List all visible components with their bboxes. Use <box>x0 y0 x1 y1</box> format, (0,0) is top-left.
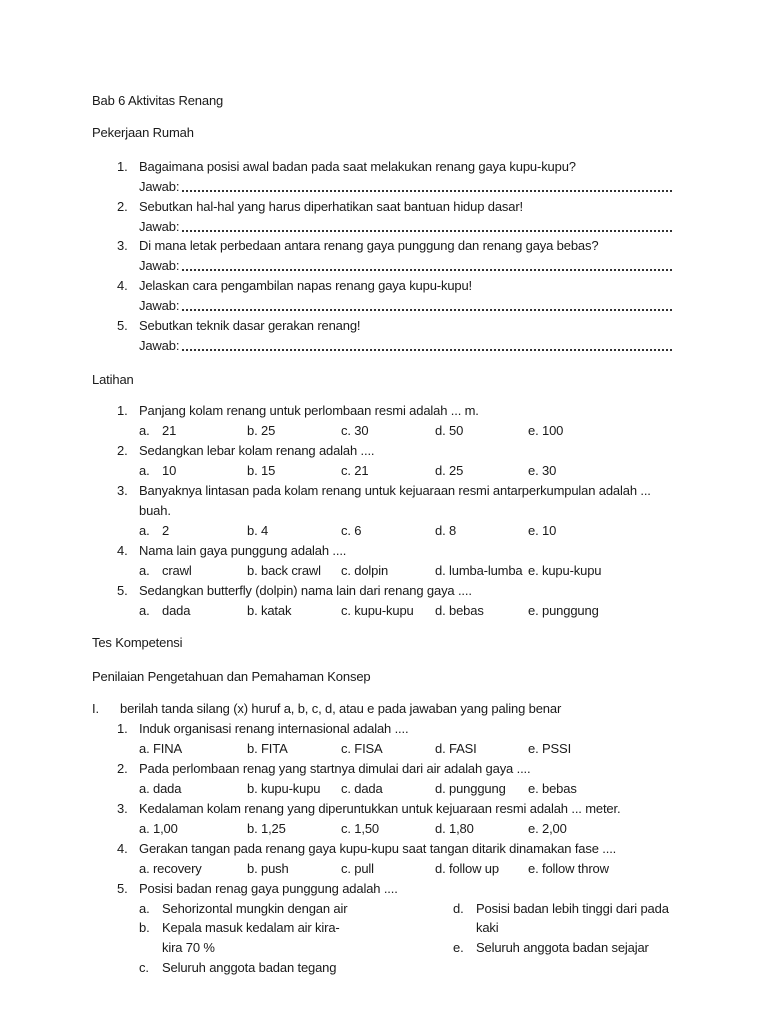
question-number: 1. <box>117 159 128 174</box>
option-a: crawl <box>162 563 192 578</box>
question-number: 2. <box>117 199 128 214</box>
option-c: c. FISA <box>341 741 383 756</box>
question-number: 3. <box>117 483 128 498</box>
option-d: d. 25 <box>435 463 464 478</box>
instruction-text: berilah tanda silang (x) huruf a, b, c, d, atau e pada jawaban yang paling benar <box>120 701 562 716</box>
answer-label: Jawab: <box>139 298 180 313</box>
option-a: a. <box>139 523 150 538</box>
option-text: Seluruh anggota badan tegang <box>162 960 337 975</box>
option-b: b. katak <box>247 603 292 618</box>
option-b: b. back crawl <box>247 563 321 578</box>
option-a: a. <box>139 563 150 578</box>
option-c: c. pull <box>341 861 374 876</box>
option-text: Kepala masuk kedalam air kira- <box>162 920 340 935</box>
answer-label: Jawab: <box>139 219 180 234</box>
option-letter: e. <box>453 940 464 955</box>
option-d: d. follow up <box>435 861 499 876</box>
answer-line[interactable] <box>139 298 672 314</box>
answer-dots <box>182 179 672 192</box>
option-b: b. FITA <box>247 741 288 756</box>
option-text: Sehorizontal mungkin dengan air <box>162 901 348 916</box>
option-a: a. <box>139 423 150 438</box>
option-d: d. punggung <box>435 781 506 796</box>
option-c: c. 21 <box>341 463 369 478</box>
question-number: 5. <box>117 583 128 598</box>
question-text: Nama lain gaya punggung adalah .... <box>139 543 347 558</box>
option-c: c. 6 <box>341 523 362 538</box>
option-d: d. 50 <box>435 423 464 438</box>
option-d: d. 1,80 <box>435 821 474 836</box>
question-number: 2. <box>117 443 128 458</box>
section-heading-pekerjaan-rumah: Pekerjaan Rumah <box>92 125 194 140</box>
option-e: e. 100 <box>528 423 564 438</box>
question-text: Di mana letak perbedaan antara renang gaya punggung dan renang gaya bebas? <box>139 238 599 253</box>
option-text: Posisi badan lebih tinggi dari pada <box>476 901 669 916</box>
question-number: 4. <box>117 278 128 293</box>
question-text: Induk organisasi renang internasional adalah .... <box>139 721 409 736</box>
option-c: c. dada <box>341 781 383 796</box>
answer-label: Jawab: <box>139 258 180 273</box>
question-text: Bagaimana posisi awal badan pada saat melakukan renang gaya kupu-kupu? <box>139 159 576 174</box>
question-text: Kedalaman kolam renang yang diperuntukkan untuk kejuaraan resmi adalah ... meter. <box>139 801 621 816</box>
option-text: Seluruh anggota badan sejajar <box>476 940 649 955</box>
option-d: d. bebas <box>435 603 484 618</box>
question-number: 1. <box>117 403 128 418</box>
option-b: b. 15 <box>247 463 276 478</box>
option-text-cont: kira 70 % <box>162 940 215 955</box>
option-e: e. kupu-kupu <box>528 563 602 578</box>
answer-line[interactable] <box>139 258 672 274</box>
option-a: a. 1,00 <box>139 821 178 836</box>
question-number: 5. <box>117 881 128 896</box>
question-number: 5. <box>117 318 128 333</box>
option-a: a. dada <box>139 781 182 796</box>
option-b: b. kupu-kupu <box>247 781 321 796</box>
option-e: e. follow throw <box>528 861 609 876</box>
option-b: b. 25 <box>247 423 276 438</box>
option-c: c. 1,50 <box>341 821 379 836</box>
option-e: e. 10 <box>528 523 557 538</box>
section-heading-latihan: Latihan <box>92 372 134 387</box>
option-e: e. 2,00 <box>528 821 567 836</box>
option-b: b. 1,25 <box>247 821 286 836</box>
question-text: Gerakan tangan pada renang gaya kupu-kupu saat tangan ditarik dinamakan fase .... <box>139 841 617 856</box>
section-number: I. <box>92 701 99 716</box>
question-number: 4. <box>117 841 128 856</box>
question-text: Sedangkan lebar kolam renang adalah .... <box>139 443 375 458</box>
option-e: e. PSSI <box>528 741 572 756</box>
option-c: c. kupu-kupu <box>341 603 414 618</box>
option-c: c. dolpin <box>341 563 389 578</box>
option-a: a. <box>139 463 150 478</box>
option-e: e. 30 <box>528 463 557 478</box>
question-text: Sedangkan butterfly (dolpin) nama lain dari renang gaya .... <box>139 583 472 598</box>
question-text: Banyaknya lintasan pada kolam renang untuk kejuaraan resmi antarperkumpulan adalah ... <box>139 483 651 498</box>
answer-dots <box>182 258 672 271</box>
option-b: b. push <box>247 861 289 876</box>
question-text: Sebutkan teknik dasar gerakan renang! <box>139 318 361 333</box>
answer-dots <box>182 219 672 232</box>
option-letter: c. <box>139 960 149 975</box>
answer-line[interactable] <box>139 338 672 354</box>
option-a: a. FINA <box>139 741 183 756</box>
question-text: Panjang kolam renang untuk perlombaan resmi adalah ... m. <box>139 403 479 418</box>
answer-dots <box>182 338 672 351</box>
option-e: e. punggung <box>528 603 599 618</box>
option-letter: b. <box>139 920 150 935</box>
answer-label: Jawab: <box>139 338 180 353</box>
question-number: 1. <box>117 721 128 736</box>
question-number: 3. <box>117 238 128 253</box>
answer-dots <box>182 298 672 311</box>
option-text-cont: kaki <box>476 920 499 935</box>
question-text: Sebutkan hal-hal yang harus diperhatikan saat bantuan hidup dasar! <box>139 199 523 214</box>
question-number: 4. <box>117 543 128 558</box>
section-subheading: Penilaian Pengetahuan dan Pemahaman Konsep <box>92 669 371 684</box>
option-c: c. 30 <box>341 423 369 438</box>
option-a: a. <box>139 603 150 618</box>
option-e: e. bebas <box>528 781 577 796</box>
option-letter: d. <box>453 901 464 916</box>
question-number: 2. <box>117 761 128 776</box>
document-title: Bab 6 Aktivitas Renang <box>92 93 224 108</box>
question-text-cont: buah. <box>139 503 171 518</box>
question-text: Jelaskan cara pengambilan napas renang gaya kupu-kupu! <box>139 278 473 293</box>
option-d: d. 8 <box>435 523 457 538</box>
question-text: Pada perlombaan renag yang startnya dimulai dari air adalah gaya .... <box>139 761 531 776</box>
question-number: 3. <box>117 801 128 816</box>
answer-line[interactable] <box>139 179 672 195</box>
question-text: Posisi badan renag gaya punggung adalah .... <box>139 881 398 896</box>
answer-label: Jawab: <box>139 179 180 194</box>
option-a: 21 <box>162 423 177 438</box>
section-heading-tes-kompetensi: Tes Kompetensi <box>92 635 183 650</box>
option-letter: a. <box>139 901 150 916</box>
option-b: b. 4 <box>247 523 269 538</box>
answer-line[interactable] <box>139 219 672 235</box>
option-a: 10 <box>162 463 177 478</box>
option-d: d. FASI <box>435 741 477 756</box>
option-a: a. recovery <box>139 861 202 876</box>
option-a: dada <box>162 603 191 618</box>
option-a: 2 <box>162 523 170 538</box>
option-d: d. lumba-lumba <box>435 563 523 578</box>
